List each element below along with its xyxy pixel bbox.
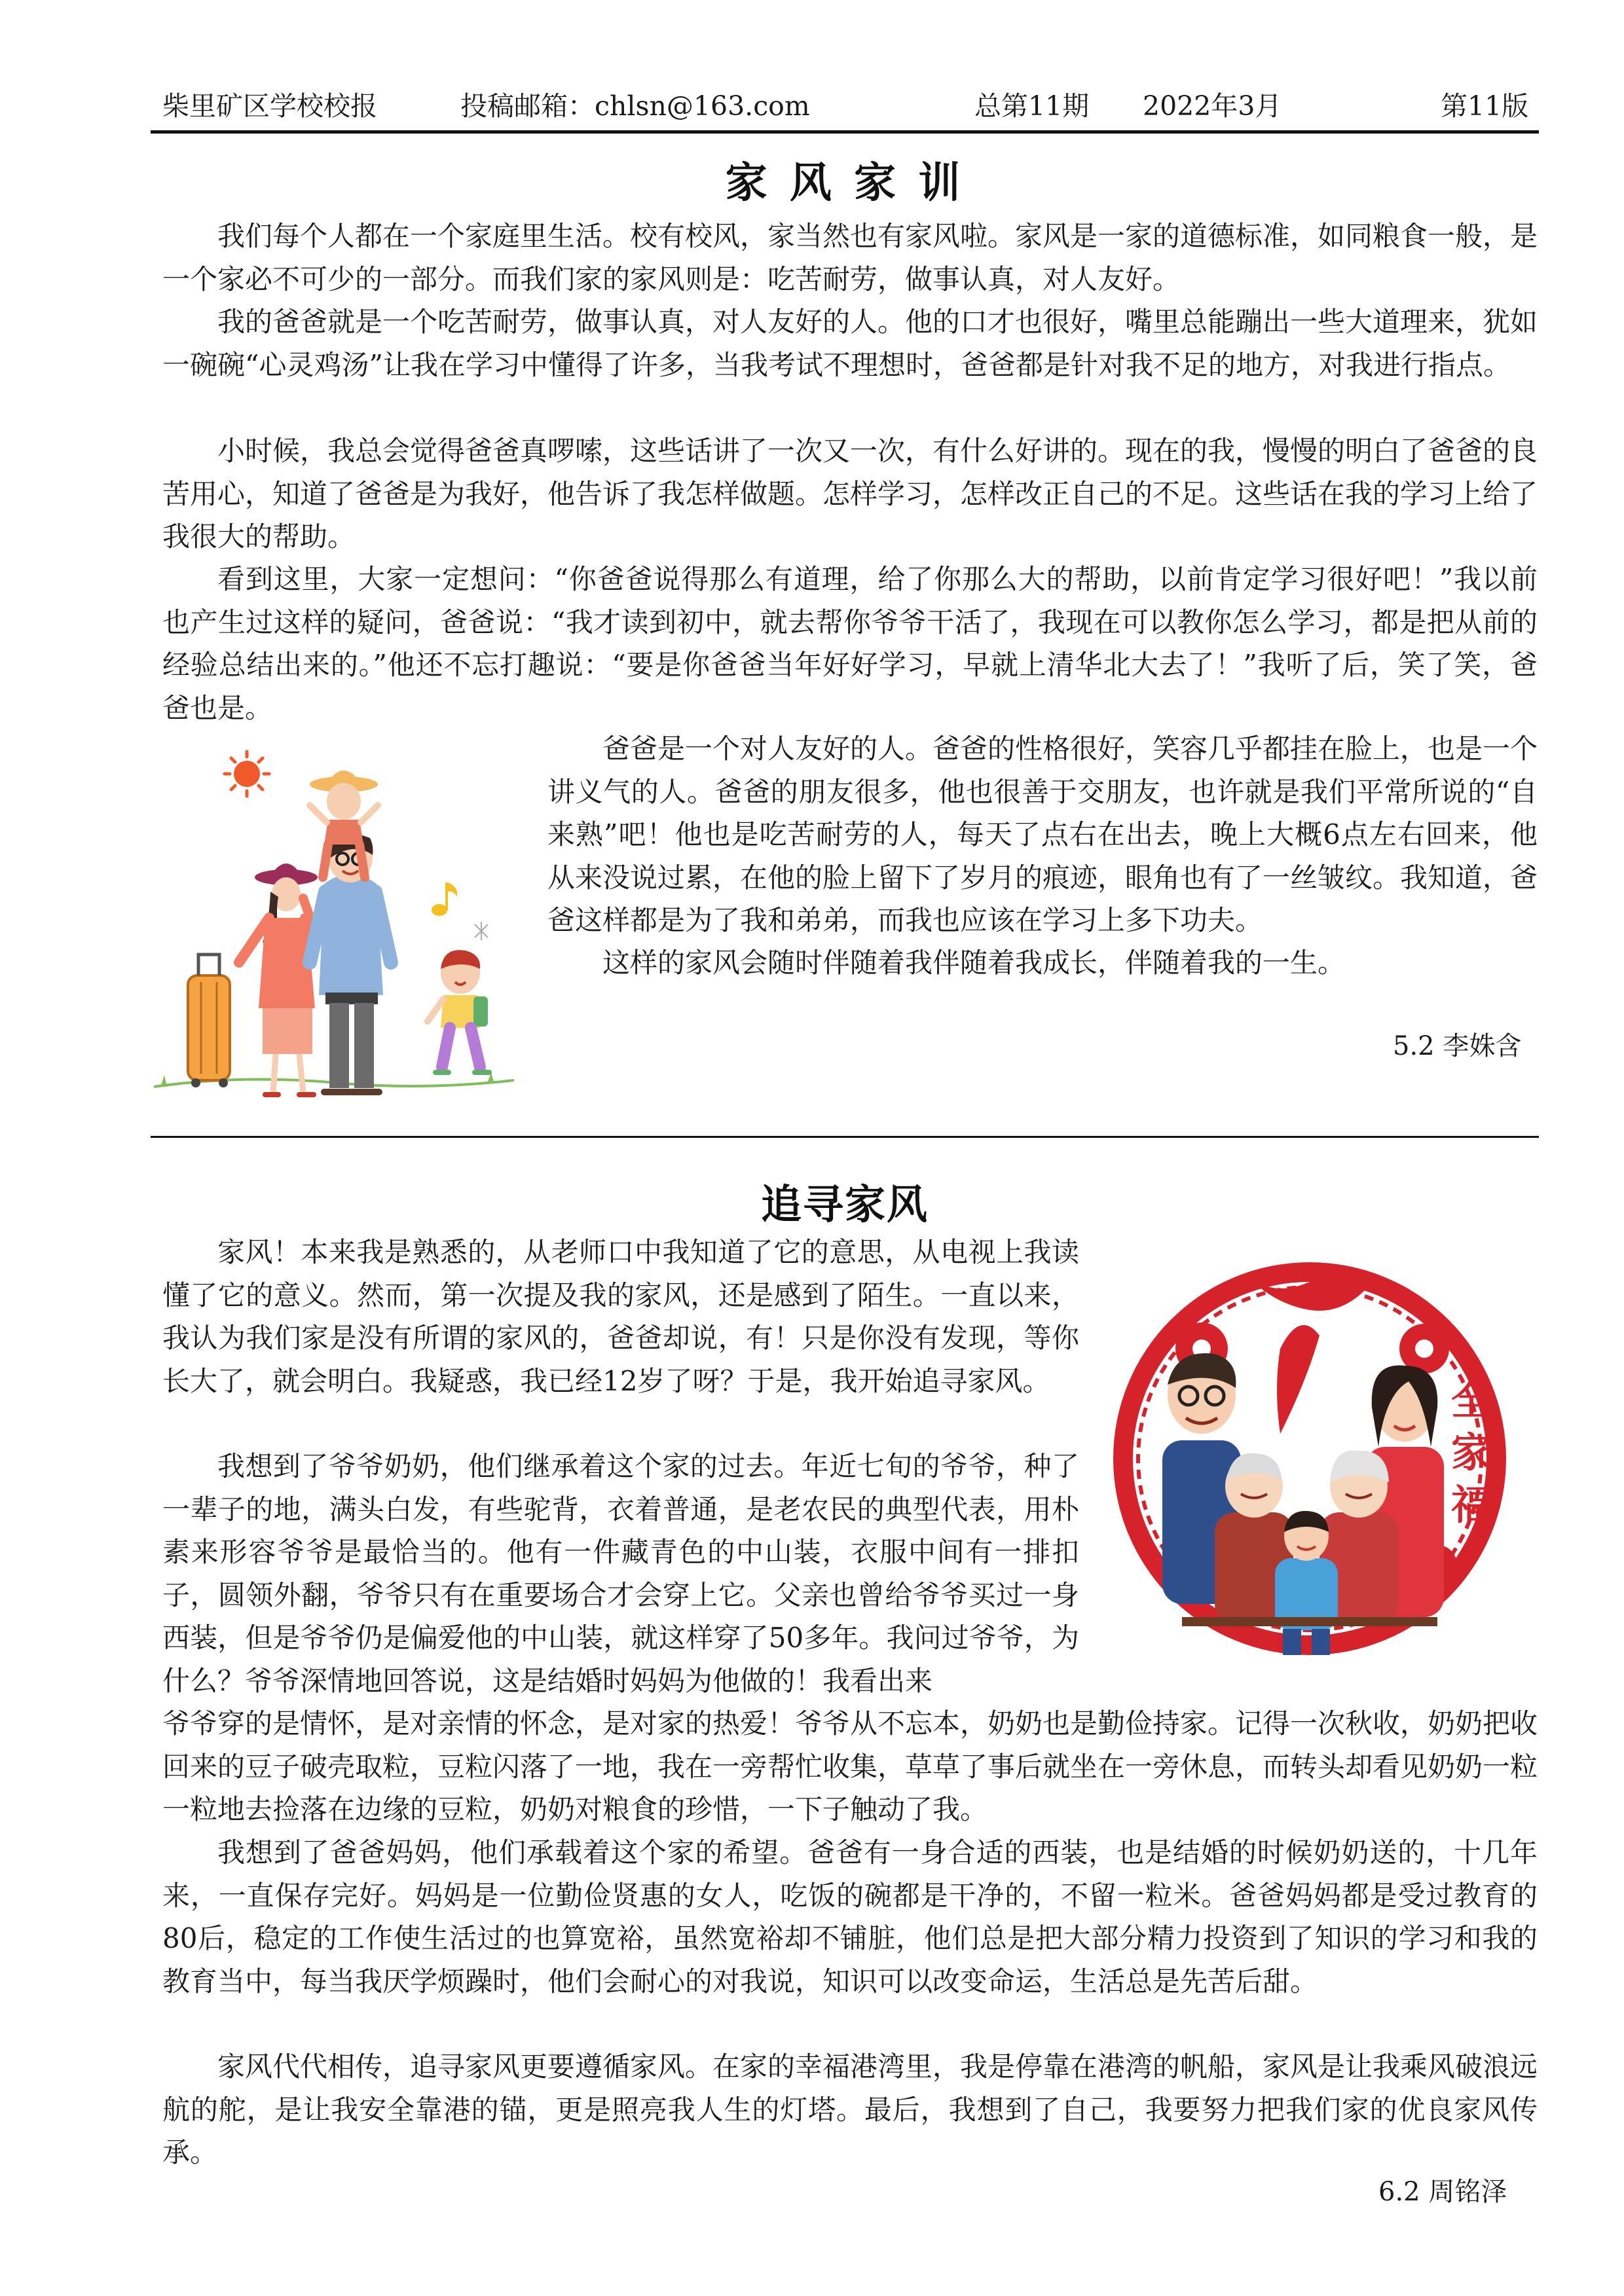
sun-icon (225, 752, 269, 796)
newspaper-name: 柴里矿区学校校报 (162, 90, 377, 122)
article1-paragraph: 这样的家风会随时伴随着我伴随着我成长，伴随着我的一生。 (602, 947, 1346, 979)
suitcase-icon (188, 955, 230, 1087)
issue-number: 总第11期 (974, 90, 1090, 122)
article1-paragraph: 小时候，我总会觉得爸爸真啰嗦，这些话讲了一次又一次，有什么好讲的。现在的我，慢慢的明白了爸爸的良苦用心，知道了爸爸是为我好，他告诉了我怎样做题。怎样学习，怎样改正自己的不足。这些话在我的学习上给了我很大的帮助。 (162, 435, 1538, 553)
article1-paragraph: 看到这里，大家一定想问：“你爸爸说得那么有道理，给了你那么大的帮助，以前肯定学习很好吧！”我以前也产生过这样的疑问，爸爸说：“我才读到初中，就去帮你爷爷干活了，我现在可以教你怎么学习，都是把从前的经验总结出来的。”他还不忘打趣说：“要是你爸爸当年好好学习，早就上清华北大去了！”我听了后，笑了笑，爸爸也是。 (162, 563, 1538, 724)
submission-email: 投稿邮箱：chlsn@163.com (460, 90, 810, 122)
article2-paragraph: 家风！本来我是熟悉的，从老师口中我知道了它的意思，从电视上我读懂了它的意义。然而，第一次提及我的家风，还是感到了陌生。一直以来，我认为我们家是没有所谓的家风的，爸爸却说，有！只是你没有发现，等你长大了，就会明白。我疑惑，我已经12岁了呀？于是，我开始追寻家风。 (162, 1236, 1079, 1397)
emblem-char: 全 (1450, 1376, 1492, 1424)
issue-date: 2022年3月 (1143, 90, 1282, 122)
article1-paragraph: 爸爸是一个对人友好的人。爸爸的性格很好，笑容几乎都挂在脸上，也是一个讲义气的人。爸爸的朋友很多，他也很善于交朋友，也许就是我们平常所说的“自来熟”吧！他也是吃苦耐劳的人，每天了点右在出去，晚上大概6点左右回来，他从来没说过累，在他的脸上留下了岁月的痕迹，眼角也有了一丝皱纹。我知道，爸爸这样都是为了我和弟弟，而我也应该在学习上多下功夫。 (547, 733, 1538, 936)
article1-paragraph: 我的爸爸就是一个吃苦耐劳，做事认真，对人友好的人。他的口才也很好，嘴里总能蹦出一些大道理来，犹如一碗碗“心灵鸡汤”让我在学习中懂得了许多，当我考试不理想时，爸爸都是针对我不足的地方，对我进行指点。 (162, 306, 1538, 381)
family-travel-illustration (147, 746, 530, 1113)
page-number: 第11版 (1441, 90, 1529, 122)
article2-paragraph: 我想到了爷爷奶奶，他们继承着这个家的过去。年近七旬的爷爷，种了一辈子的地，满头白发，有些驼背，衣着普通，是老农民的典型代表，用朴素来形容爷爷是最恰当的。他有一件藏青色的中山装，衣服中间有一排扣子，圆领外翻，爷爷只有在重要场合才会穿上它。父亲也曾给爷爷买过一身西装，但是爷爷仍是偏爱他的中山装，就这样穿了50多年。我问过爷爷，为什么？爷爷深情地回答说，这是结婚时妈妈为他做的！我看出来 (162, 1450, 1079, 1697)
boy-figure (428, 950, 489, 1072)
article1-title: 家 风 家 训 (725, 159, 965, 208)
article2-signature: 6.2 周铭泽 (1378, 2177, 1507, 2207)
article2-paragraph: 家风代代相传，追寻家风更要遵循家风。在家的幸福港湾里，我是停靠在港湾的帆船，家风是让我乘风破浪远航的舵，是让我安全靠港的锚，更是照亮我人生的灯塔。最后，我想到了自己，我要努力把我们家的优良家风传承。 (162, 2050, 1538, 2168)
article2-title: 追寻家风 (760, 1180, 929, 1228)
article2-paragraph: 爷爷穿的是情怀，是对亲情的怀念，是对家的热爱！爷爷从不忘本，奶奶也是勤俭持家。记得一次秋收，奶奶把收回来的豆子破壳取粒，豆粒闪落了一地，我在一旁帮忙收集，草草了事后就坐在一旁休息，而转头却看见奶奶一粒一粒地去捡落在边缘的豆粒，奶奶对粮食的珍惜，一下子触动了我。 (162, 1707, 1538, 1825)
music-note-icon (432, 883, 457, 916)
header-rule (151, 130, 1539, 134)
article2-paragraph: 我想到了爸爸妈妈，他们承载着这个家的希望。爸爸有一身合适的西装，也是结婚的时候奶奶送的，十几年来，一直保存完好。妈妈是一位勤俭贤惠的女人，吃饭的碗都是干净的，不留一粒米。爸爸妈妈都是受过教育的80后，稳定的工作使生活过的也算宽裕，虽然宽裕却不铺脏，他们总是把大部分精力投资到了知识的学习和我的教育当中，每当我厌学烦躁时，他们会耐心的对我说，知识可以改变命运，生活总是先苦后甜。 (162, 1836, 1538, 1997)
article1-paragraph: 我们每个人都在一个家庭里生活。校有校风，家当然也有家风啦。家风是一家的道德标准，如同粮食一般，是一个家必不可少的一部分。而我们家的家风则是：吃苦耐劳，做事认真，对人友好。 (162, 220, 1538, 295)
family-portrait-papercut-illustration (1084, 1250, 1536, 1669)
emblem-char: 家 (1450, 1429, 1492, 1476)
article-separator-rule (151, 1136, 1539, 1138)
article1-signature: 5.2 李姝含 (1393, 1031, 1522, 1061)
emblem-char: 福 (1450, 1481, 1492, 1529)
mother-figure (239, 864, 319, 1095)
